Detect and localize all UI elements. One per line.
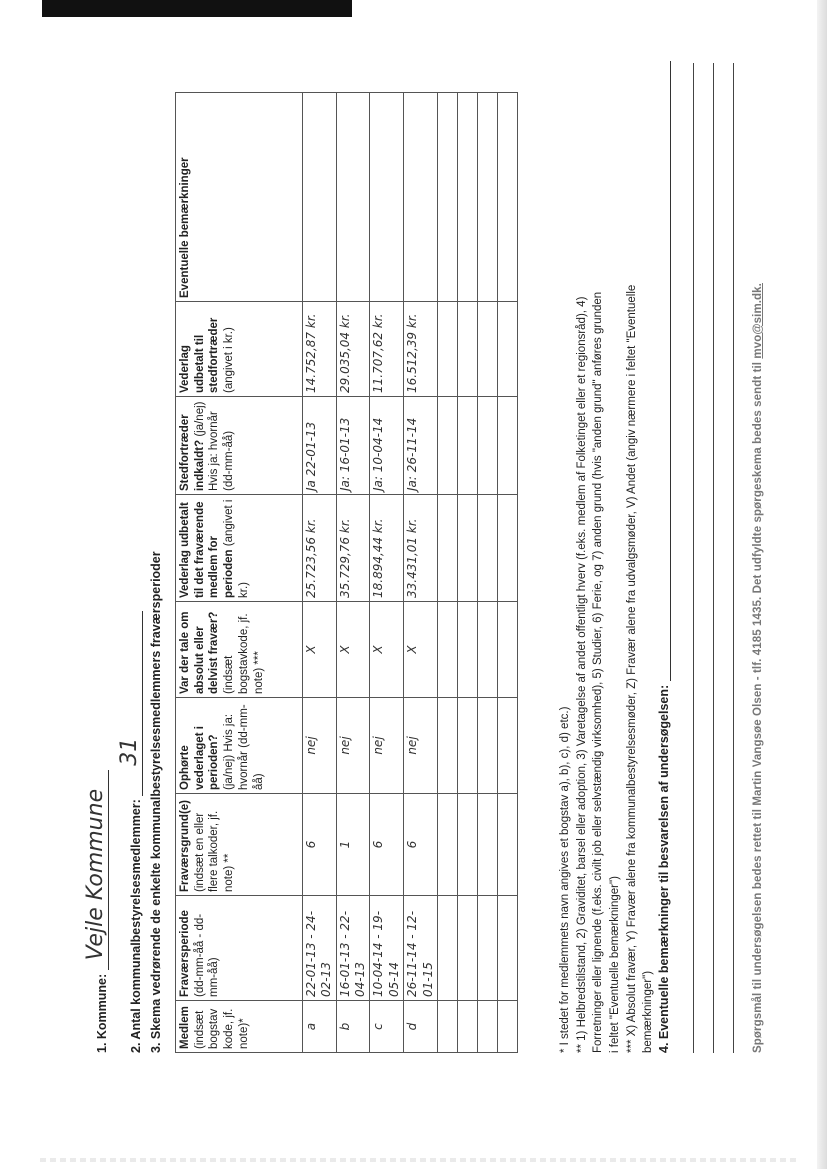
scan-noise: [40, 1158, 800, 1162]
q1-line: [83, 770, 109, 1053]
answer-line: [693, 63, 694, 1053]
footer-contact: [752, 283, 764, 1053]
note-2a: ** 1) Helbredstilstand, 2) Graviditet, barsel eller adoption, 3) Varetagelse af andet offentligt hverv (f.eks. medlem af Folketinget eller et regionsråd), 4): [575, 296, 588, 1053]
q3-label: 3. Skema vedrørende de enkelte kommunalbestyrelsesmedlemmers fraværsperioder: [149, 551, 163, 1053]
q1-label: 1. Kommune:: [95, 973, 109, 1053]
table-row-empty: [477, 93, 497, 1053]
table-row: b 16-01-13 - 22-04-13 1 nej X 35.729,76 kr. Ja: 16-01-13 29.035,04 kr.: [336, 93, 370, 1053]
table-row: c 10-04-14 - 19-05-14 6 nej X 18.894,44 kr. Ja: 10-04-14 11.707,62 kr.: [370, 93, 404, 1053]
col-header-fravaersgrund: Fraværsgrund(e) (indsæt en eller flere talkoder, jf. note) **: [176, 794, 303, 896]
q2-value: 31: [117, 611, 143, 796]
col-header-fravaersperiode: Fraværsperiode (dd-mm-åå - dd-mm-åå): [176, 896, 303, 1001]
col-header-stedfortraeder: Stedfortræder indkaldt? (ja/nej) Hvis ja: hvornår (dd-mm-åå): [176, 397, 303, 495]
answer-line: [733, 63, 734, 1053]
q1-value: Vejle Kommune: [83, 770, 109, 970]
col-header-vederlag-stedfortraeder: Vederlag udbetalt til stedfortræder (angivet i kr.): [176, 302, 303, 397]
absence-table: [175, 92, 518, 1053]
note-3a: *** X) Absolut fravær, Y) Fravær alene fra kommunalbestyrelsesmøder, Z) Fravær alene fra udvalgsmøder, V) Andet (angiv nærmere i feltet "Eventuelle: [625, 284, 638, 1053]
table-row-empty: [457, 93, 477, 1053]
col-header-vederlag-medlem: Vederlag udbetalt til det fraværende medlem for perioden (angivet i kr.): [176, 495, 303, 602]
table-row: d 26-11-14 - 12-01-15 6 nej X 33.431,01 kr. Ja: 26-11-14 16.512,39 kr.: [404, 93, 438, 1053]
col-header-fravaerstype: Var der tale om absolut eller delvist fravær? (indsæt bogstavkode, jf. note) ***: [176, 602, 303, 698]
q4-answer-line: [658, 61, 671, 681]
col-header-ophoerte-vederlag: Ophørte vederlaget i perioden? (ja/nej) Hvis ja: hvornår (dd-mm-åå): [176, 698, 303, 794]
col-header-bemaerkninger: Eventuelle bemærkninger: [176, 93, 303, 302]
table-row-empty: [437, 93, 457, 1053]
q2-label: 2. Antal kommunalbestyrelsesmedlemmer:: [129, 799, 143, 1053]
note-2b: Forretninger eller lignende (f.eks. civilt job eller selvstændig virksomhed), 5) Studier, 6) Ferie, og 7) anden grund (hvis "anden grund" anføres grunden: [592, 291, 605, 1053]
q2-line: [117, 611, 143, 1053]
footer-email-link[interactable]: mvo@sim.dk.: [752, 283, 764, 359]
q4-label: 4. Eventuelle bemærkninger til besvarelsen af undersøgelsen:: [657, 684, 671, 1053]
footer-text: Spørgsmål til undersøgelsen bedes rettet til Martin Vangsøe Olsen - tlf. 4185 1435. Det udfyldte spørgeskema bedes sendt til: [752, 361, 764, 1053]
table-row: a 22-01-13 - 24-02-13 6 nej X 25.723,56 kr. Ja 22-01-13 14.752,87 kr.: [303, 93, 337, 1053]
note-1: * I stedet for medlemmets navn angives et bogstav a), b), c), d) etc.): [559, 706, 571, 1053]
col-header-medlem: Medlem (indsæt bogstav kode, jf. note)*: [176, 1001, 303, 1053]
footnotes: [557, 63, 657, 1053]
q3-line: [149, 551, 163, 1053]
note-2c: i feltet "Eventuelle bemærkninger"): [609, 876, 622, 1053]
answer-line: [713, 63, 714, 1053]
q4-line: [657, 61, 671, 1053]
note-3b: bemærkninger"): [642, 970, 655, 1053]
redaction-bar: [42, 0, 352, 17]
scan-edge: [817, 0, 827, 1169]
rotated-form-page: [45, 35, 805, 1125]
table-row-empty: [497, 93, 517, 1053]
